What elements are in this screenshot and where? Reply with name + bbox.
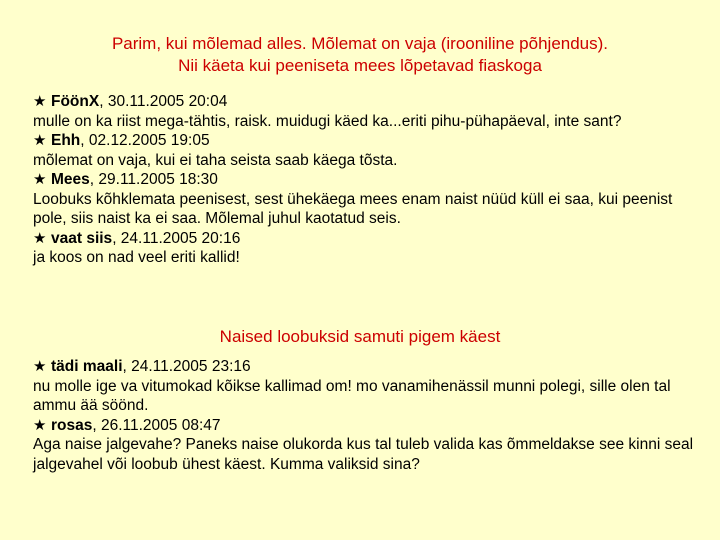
- comment-author: Mees: [51, 171, 90, 188]
- comment: [33, 170, 703, 229]
- comment-date: , 26.11.2005 08:47: [92, 416, 221, 434]
- star-icon: ★: [33, 229, 47, 247]
- comment-date: , 02.12.2005 19:05: [80, 132, 210, 149]
- comment-author: vaat siis: [51, 229, 113, 247]
- star-icon: ★: [33, 93, 47, 110]
- comment-author: rosas: [51, 416, 93, 434]
- comment-date: , 24.11.2005 23:16: [122, 358, 251, 375]
- comment-header: [33, 131, 703, 151]
- star-icon: ★: [33, 358, 47, 375]
- comment-author: FöönX: [51, 93, 100, 110]
- comment-header: [33, 229, 703, 249]
- star-icon: ★: [33, 171, 47, 188]
- comment-text: ja koos on nad veel eriti kallid!: [33, 249, 240, 266]
- comment-text: mõlemat on vaja, kui ei taha seista saab käega tõsta.: [33, 151, 398, 169]
- comment-text: nu molle ige va vitumokad kõikse kallimad om! mo vanamihenässil munni polegi, sille olen tal ammu ää söönd.: [33, 377, 671, 414]
- comment-text: Loobuks kõhklemata peenisest, sest ühekäega mees enam naist nüüd küll ei saa, kui peenist pole, siis naist ka ei saa. Mõlemal juhul kaotatud seis.: [33, 190, 673, 227]
- section-subtitle: Naised loobuksid samuti pigem käest: [219, 327, 501, 346]
- comment-text: mulle on ka riist mega-tähtis, raisk. muidugi käed ka...eriti pihu-pühapäeval, inte sant?: [33, 112, 622, 130]
- star-icon: ★: [33, 416, 47, 434]
- comment-header: [33, 357, 703, 377]
- comment-header: [33, 92, 703, 112]
- title-line-1: Parim, kui mõlemad alles. Mõlemat on vaja (irooniline põhjendus).: [111, 34, 609, 53]
- comment-header: [33, 170, 703, 190]
- comment: [33, 357, 703, 416]
- comment-text: Aga naise jalgevahe? Paneks naise olukorda kus tal tuleb valida kas õmmeldakse see kinni seal jalgevahel või loobub ühest käest. Kumma valiksid sina?: [33, 436, 694, 473]
- comments-section-2: [33, 357, 703, 474]
- comment-date: , 29.11.2005 18:30: [89, 171, 218, 188]
- comment: [33, 229, 703, 268]
- comment: [33, 92, 703, 131]
- star-icon: ★: [33, 132, 47, 149]
- comment-author: Ehh: [51, 132, 81, 149]
- comment-header: [33, 416, 703, 436]
- comment: [33, 131, 703, 170]
- comment-author: tädi maali: [51, 358, 123, 375]
- comment-date: , 30.11.2005 20:04: [99, 93, 228, 110]
- comment-date: , 24.11.2005 20:16: [112, 229, 241, 247]
- comments-section-1: [33, 92, 703, 268]
- comment: [33, 416, 703, 475]
- page-title: [0, 33, 720, 77]
- title-line-2: Nii käeta kui peeniseta mees lõpetavad fiaskoga: [178, 56, 542, 75]
